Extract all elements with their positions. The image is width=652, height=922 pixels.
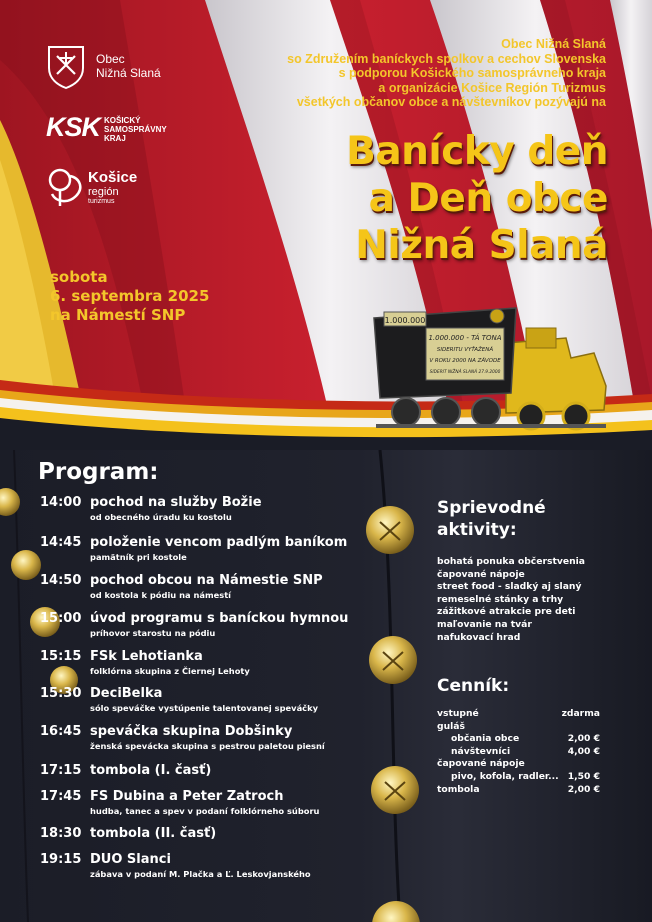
activity-item: bohatá ponuka občerstvenia	[437, 556, 585, 567]
cart-plate-line4: SIDERIT NIŽNÁ SLANÁ 27.9.2000	[429, 370, 501, 375]
program-time: 17:15	[40, 763, 82, 778]
program-time: 16:45	[40, 724, 82, 739]
price-label: čapované nápoje	[437, 758, 525, 770]
mine-cart-illustration	[366, 298, 616, 438]
program-desc: príhovor starostu na pódiu	[90, 628, 216, 638]
program-desc: od obecného úradu ku kostolu	[90, 512, 232, 522]
program-desc: od kostola k pódiu na námestí	[90, 590, 232, 600]
cart-plate-line3: V ROKU 2000 NA ZÁVODE	[429, 358, 501, 364]
activities-heading	[437, 497, 597, 541]
obec-logo-line1: Obec	[96, 52, 125, 66]
program-name: speváčka skupina Dobšinky	[90, 724, 293, 739]
price-list-heading: Cenník:	[437, 676, 510, 696]
program-heading: Program:	[38, 459, 159, 485]
intro-line: Obec Nižná Slaná	[501, 37, 606, 51]
activities-heading-line1: Sprievodné	[437, 498, 546, 518]
title-line: Banícky deň	[346, 129, 608, 174]
price-row	[437, 758, 600, 771]
ksk-logo-mark: KSK	[46, 112, 101, 142]
date-place: na Námestí SNP	[50, 306, 186, 324]
price-label: guláš	[437, 720, 465, 732]
intro-line: s podporou Košického samosprávneho kraja	[338, 66, 606, 80]
kosice-logo-line1: Košice	[88, 169, 138, 186]
program-time: 17:45	[40, 789, 82, 804]
program-desc: hudba, tanec a spev v podaní folklórneho súboru	[90, 806, 320, 816]
date-full: 6. septembra 2025	[50, 287, 210, 305]
price-row	[437, 708, 600, 721]
cart-plate-line1: 1.000.000 - TÁ TONA	[428, 334, 502, 342]
kosice-region-icon	[46, 164, 86, 208]
price-value: 1,50 €	[567, 770, 600, 782]
program-name: tombola (II. časť)	[90, 826, 217, 841]
program-time: 15:30	[40, 686, 82, 701]
price-label: pivo, kofola, radler...	[451, 770, 559, 782]
program-desc: pamätník pri kostole	[90, 552, 187, 562]
program-name: pochod na služby Božie	[90, 495, 262, 510]
price-row	[437, 721, 600, 734]
price-row	[437, 733, 600, 746]
price-label: návštevníci	[451, 745, 511, 757]
intro-line: a organizácie Košice Región Turizmus	[378, 80, 606, 95]
uniform-button	[371, 766, 419, 814]
invitation-text	[226, 37, 606, 110]
activity-item: maľovanie na tvár	[437, 618, 532, 630]
program-time: 15:15	[40, 649, 82, 664]
title-line: a Deň obce	[368, 176, 608, 221]
program-name: FSk Lehotianka	[90, 649, 203, 664]
program-desc: sólo speváčke vystúpenie talentovanej speváčky	[90, 703, 319, 713]
program-time: 14:00	[40, 495, 82, 510]
program-name: položenie vencom padlým baníkom	[90, 535, 348, 550]
activities-list	[437, 556, 617, 644]
activity-item: street food - sladký aj slaný	[437, 581, 582, 593]
program-desc: ženská spevácka skupina s pestrou paletou piesní	[90, 741, 325, 751]
program-time: 15:00	[40, 611, 82, 626]
uniform-button	[366, 506, 414, 554]
price-value: 4,00 €	[567, 745, 600, 757]
program-desc: zábava v podaní M. Plačka a Ľ. Leskovjanského	[90, 869, 311, 879]
ksk-logo-line3: KRAJ	[104, 134, 126, 143]
kosice-logo-line3: turizmus	[88, 198, 115, 205]
coat-of-arms-icon	[46, 44, 86, 90]
date-day: sobota	[50, 268, 108, 286]
price-value: zdarma	[561, 708, 600, 719]
program-time: 14:50	[40, 573, 82, 588]
price-label: občania obce	[451, 733, 520, 745]
program-name: pochod obcou na Námestie SNP	[90, 573, 323, 588]
program-name: DUO Slanci	[90, 852, 171, 867]
intro-line: so Združením baníckych spolkov a cechov Slovenska	[287, 51, 606, 66]
ksk-logo-line1: KOŠICKÝ	[104, 116, 141, 125]
mine-cart-photo	[366, 298, 616, 442]
activity-item: čapované nápoje	[437, 568, 525, 580]
obec-logo-line2: Nižná Slaná	[96, 66, 161, 80]
ksk-logo-line2: SAMOSPRÁVNY	[104, 125, 167, 134]
price-row	[437, 784, 600, 797]
obec-nizna-slana-logo	[46, 44, 161, 94]
activity-item: nafukovací hrad	[437, 631, 521, 643]
program-name: tombola (I. časť)	[90, 763, 212, 778]
price-label: tombola	[437, 783, 480, 795]
price-list	[437, 708, 600, 796]
kosice-logo-line2: región	[88, 186, 119, 198]
program-time: 19:15	[40, 852, 82, 867]
activities-heading-line2: aktivity:	[437, 520, 517, 540]
kosice-region-logo	[46, 164, 138, 212]
program-name: úvod programu s baníckou hymnou	[90, 611, 349, 626]
program-desc: folklórna skupina z Čiernej Lehoty	[90, 666, 250, 676]
uniform-button	[369, 636, 417, 684]
price-label: vstupné	[437, 708, 479, 719]
event-title	[346, 128, 608, 269]
price-value: 2,00 €	[567, 783, 600, 795]
cart-plate-line2: SIDERITU VYŤAŽENÁ	[436, 347, 494, 353]
program-time: 14:45	[40, 535, 82, 550]
activity-item: zážitkové atrakcie pre deti	[437, 606, 576, 618]
activity-item: remeselné stánky a trhy	[437, 593, 564, 605]
title-line: Nižná Slaná	[355, 223, 608, 268]
price-row	[437, 746, 600, 759]
intro-line: všetkých občanov obce a návštevníkov pozývajú na	[296, 95, 606, 109]
program-name: FS Dubina a Peter Zatroch	[90, 789, 284, 804]
uniform-button-small	[11, 550, 41, 580]
price-row	[437, 771, 600, 784]
ksk-logo	[46, 112, 167, 143]
cart-plate-top: 1.000.000	[384, 316, 426, 325]
program-name: DeciBelka	[90, 686, 163, 701]
program-time: 18:30	[40, 826, 82, 841]
price-value: 2,00 €	[567, 733, 600, 745]
event-date	[50, 268, 209, 325]
